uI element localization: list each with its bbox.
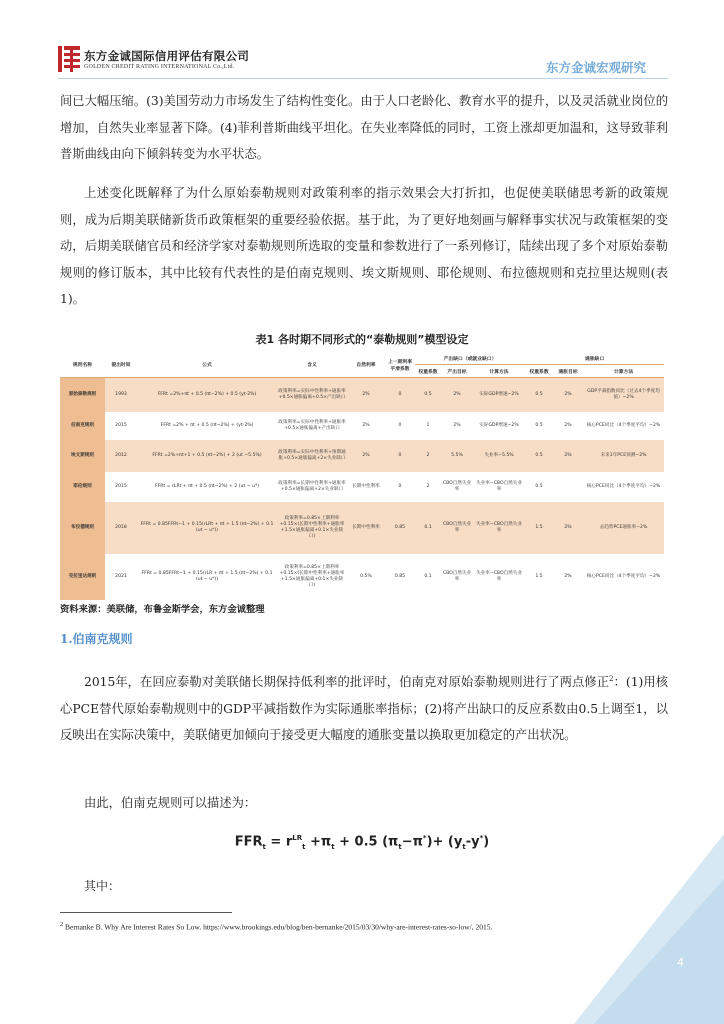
formula-pi: π: [320, 834, 332, 850]
rule-name: 布拉德规则: [60, 502, 105, 554]
rule-natural-rate: 长期中性利率: [347, 472, 385, 502]
table-row: [60, 378, 664, 412]
page-header: [58, 44, 668, 76]
output-method: 实际GDP增速−2%: [473, 412, 525, 440]
footnote-mark: 2: [60, 921, 64, 928]
rule-natural-rate: 长期中性利率: [347, 502, 385, 554]
col-header: 通胀目标: [553, 365, 583, 378]
output-weight: 0.5: [415, 378, 441, 412]
output-method: 失业率−CBO自然失业率: [473, 502, 525, 554]
output-weight: 2: [415, 472, 441, 502]
inflation-weight: 0.5: [525, 378, 553, 412]
rule-year: 2012: [105, 440, 137, 472]
output-method: 失业率−5.5%: [473, 440, 525, 472]
formula-sub: t: [262, 842, 266, 851]
paragraph-3: [60, 666, 668, 749]
company-name-en: GOLDEN CREDIT RATING INTERNATIONAL Co.,Ltd.: [84, 64, 235, 70]
rule-natural-rate: 2%: [347, 378, 385, 412]
formula-r: r: [285, 834, 293, 850]
formula-sub: t: [462, 842, 466, 851]
inflation-target: [553, 472, 583, 502]
output-target: CBO自然失业率: [441, 472, 473, 502]
rule-formula: FFRt = rLRt + πt + 0.5 (πt−2%) + 2 (ut − u*): [137, 472, 277, 502]
rule-formula: FFRt = 0.85FFRt−1 + 0.15(rLR + πt + 1.5 (πt−2%) + 0.1 (ut − u*)): [137, 554, 277, 600]
output-weight: 1: [415, 412, 441, 440]
table-title: 表1 各时期不同形式的“泰勒规则”模型设定: [255, 333, 469, 346]
col-header: 公式: [137, 352, 277, 378]
rule-meaning: 政策利率=0.85×上期利率+0.15×(长期中性利率+通胀率+1.5×通胀偏离+0.1×失业缺口): [277, 502, 347, 554]
formula-sup-lr: LR: [292, 834, 303, 842]
company-name-cn: 东方金诚国际信用评估有限公司: [84, 49, 250, 63]
footnote: [60, 921, 492, 932]
table-row: [60, 502, 664, 554]
company-logo-icon: [58, 46, 80, 72]
section-heading: 1.伯南克规则: [60, 632, 133, 646]
where-label: 其中：: [84, 879, 121, 893]
inflation-target: 2%: [553, 554, 583, 600]
rule-name: 克拉里达规则: [60, 554, 105, 600]
table-row: [60, 472, 664, 502]
output-method: 实际GDP增速−2%: [473, 378, 525, 412]
inflation-target: 2%: [553, 440, 583, 472]
formula-star: *: [479, 834, 484, 842]
rule-meaning: 政策利率=实际中性利率+预期通胀+0.5×通胀偏离+2×失业缺口: [277, 440, 347, 472]
inflation-method: 未来1年PCE预测−2%: [583, 440, 664, 472]
rule-formula: FFRt = 0.85FFRt−1 + 0.15(rLRt + πt + 1.5 (πt−2%) + 0.1 (ut − u*)): [137, 502, 277, 554]
rule-year: 2015: [105, 412, 137, 440]
formula-star: *: [422, 834, 427, 842]
group-header-output: 产出缺口（或就业缺口）: [415, 352, 525, 365]
output-target: CBO自然失业率: [441, 502, 473, 554]
group-header-inflation: 通胀缺口: [525, 352, 664, 365]
formula-pi: π: [412, 834, 423, 850]
col-header: 权重系数: [415, 365, 441, 378]
rule-natural-rate: 0.5%: [347, 554, 385, 600]
rule-name: 原始泰勒规则: [60, 378, 105, 412]
col-header: 计算方法: [473, 365, 525, 378]
taylor-rule-table: [60, 352, 664, 600]
rule-formula: FFRt =2% + πt + 0.5 (πt−2%) + (yt-2%): [137, 412, 277, 440]
output-method: 失业率−CBO自然失业率: [473, 472, 525, 502]
table-source: 资料来源：美联储，布鲁金斯学会，东方金诚整理: [60, 604, 265, 615]
table-row: [60, 440, 664, 472]
output-target: 2%: [441, 378, 473, 412]
inflation-method: 核心PCE同比（4个季度平均）−2%: [583, 554, 664, 600]
formula-coef: 0.5: [354, 834, 378, 850]
rule-smoothing: 0.85: [385, 554, 415, 600]
formula-y: y: [471, 834, 480, 850]
rule-name: 耶伦规则: [60, 472, 105, 502]
report-series: 东方金诚宏观研究: [545, 60, 646, 75]
footnote-text: Bernanke B. Why Are Interest Rates So Low. https://www.brookings.edu/blog/ben-bernanke/2015/03/30/why-are-interest-rates-so-low/, 2015.: [65, 922, 493, 932]
col-header: 产出目标: [441, 365, 473, 378]
output-weight: 0.1: [415, 554, 441, 600]
paragraph-4: 由此，伯南克规则可以描述为：: [84, 796, 257, 810]
header-divider: [58, 78, 668, 79]
rule-natural-rate: 2%: [347, 440, 385, 472]
rule-smoothing: 0: [385, 472, 415, 502]
output-weight: 2: [415, 440, 441, 472]
output-target: 2%: [441, 412, 473, 440]
table-row: [60, 554, 664, 600]
output-target: CBO自然失业率: [441, 554, 473, 600]
inflation-weight: 1.5: [525, 502, 553, 554]
rule-meaning: 政策利率=实际中性利率+通胀率+0.5×通胀偏离+0.5×产出缺口: [277, 378, 347, 412]
col-header: 提出时间: [105, 352, 137, 378]
paragraph-2: 上述变化既解释了为什么原始泰勒规则对政策利率的指示效果会大打折扣，也促使美联储思考新的政策规则，成为后期美联储新货币政策框架的重要经验依据。基于此，为了更好地刻画与解释事实状况与政策框架的变动，后期美联储官员和经济学家对泰勒规则所选取的变量和参数进行了一系列修订，陆续出现了多个对原始泰勒规则的修订版本，其中比较有代表性的是伯南克规则、埃文斯规则、耶伦规则、布拉德规则和克拉里达规则(表1)。: [60, 186, 668, 306]
paragraph-1: 间已大幅压缩。(3)美国劳动力市场发生了结构性变化。由于人口老龄化、教育水平的提升，以及灵活就业岗位的增加，自然失业率显著下降。(4)菲利普斯曲线平坦化。在失业率降低的同时，工资上涨却更加温和，这导致菲利普斯曲线由向下倾斜转变为水平状态。: [60, 94, 668, 161]
col-header: 自然利率: [347, 352, 385, 378]
table-row: [60, 412, 664, 440]
rule-smoothing: 0.85: [385, 502, 415, 554]
inflation-weight: 0.5: [525, 440, 553, 472]
output-weight: 0.1: [415, 502, 441, 554]
rule-formula: FFRt =2%+πt+1 + 0.5 (πt−2%) + 2 (ut −5.5%): [137, 440, 277, 472]
page-corner-decoration: [574, 834, 724, 1024]
formula-sub: t: [398, 842, 402, 851]
inflation-target: 2%: [553, 502, 583, 554]
rule-smoothing: 0: [385, 378, 415, 412]
formula-sub: t: [302, 842, 306, 851]
col-header: 计算方法: [583, 365, 664, 378]
rule-year: 2018: [105, 502, 137, 554]
col-header: 权重系数: [525, 365, 553, 378]
rule-meaning: 政策利率=0.85×上期利率+0.15×(长期中性利率+通胀率+1.5×通胀偏离+0.1×失业缺口): [277, 554, 347, 600]
output-target: 5.5%: [441, 440, 473, 472]
page-number: 4: [677, 956, 684, 969]
inflation-weight: 1.5: [525, 554, 553, 600]
inflation-method: 核心PCE同比（4个季度平均）−2%: [583, 412, 664, 440]
formula-sub: t: [331, 842, 335, 851]
rule-smoothing: 0: [385, 440, 415, 472]
inflation-target: 2%: [553, 412, 583, 440]
inflation-method: 核心PCE同比（4个季度平均）−2%: [583, 472, 664, 502]
footnote-ref[interactable]: 2: [609, 675, 614, 683]
rule-meaning: 政策利率=实际中性利率+通胀率+0.5×通胀偏离+产出缺口: [277, 412, 347, 440]
formula-y: y: [453, 834, 463, 850]
paragraph-3-tail: ：(1)用核心PCE替代原始泰勒规则中的GDP平减指数作为实际通胀率指标；(2)将产出缺口的反应系数由0.5上调至1，以反映出在实际决策中，美联储更加倾向于接受更大幅度的通胀变量以换取更加稳定的产出状况。: [60, 675, 669, 743]
paragraph-3-text: 2015年，在回应泰勒对美联储长期保持低利率的批评时，伯南克对原始泰勒规则进行了两点修正: [84, 675, 610, 690]
rule-meaning: 政策利率=长期中性利率+通胀率+0.5×通胀偏离+2×失业缺口: [277, 472, 347, 502]
footnote-divider: [60, 912, 232, 913]
formula-ffr: FFR: [234, 834, 263, 850]
formula-pi: π: [388, 834, 399, 850]
rule-year: 1993: [105, 378, 137, 412]
inflation-method: GDP平减指数同比（过去4个季度均值）−2%: [583, 378, 664, 412]
col-header: 含义: [277, 352, 347, 378]
rule-name: 伯南克规则: [60, 412, 105, 440]
inflation-weight: 0.5: [525, 472, 553, 502]
col-header: 上一期利率平滑系数: [385, 352, 415, 378]
inflation-method: 去趋势PCE通胀率−2%: [583, 502, 664, 554]
output-method: 失业率−CBO自然失业率: [473, 554, 525, 600]
inflation-weight: 0.5: [525, 412, 553, 440]
rule-year: 2021: [105, 554, 137, 600]
col-header: 规则名称: [60, 352, 105, 378]
rule-natural-rate: 2%: [347, 412, 385, 440]
inflation-target: 2%: [553, 378, 583, 412]
bernanke-formula: $FFR_t = r^{LR}_t +\pi_t + 0.5$ $(\pi_t-\pi^*)+ (y_t-y^*)$: [234, 834, 490, 851]
rule-formula: FFRt =2%+πt + 0.5 (πt−2%) + 0.5 (yt-2%): [137, 378, 277, 412]
rule-smoothing: 0: [385, 412, 415, 440]
rule-name: 埃文斯规则: [60, 440, 105, 472]
rule-year: 2015: [105, 472, 137, 502]
